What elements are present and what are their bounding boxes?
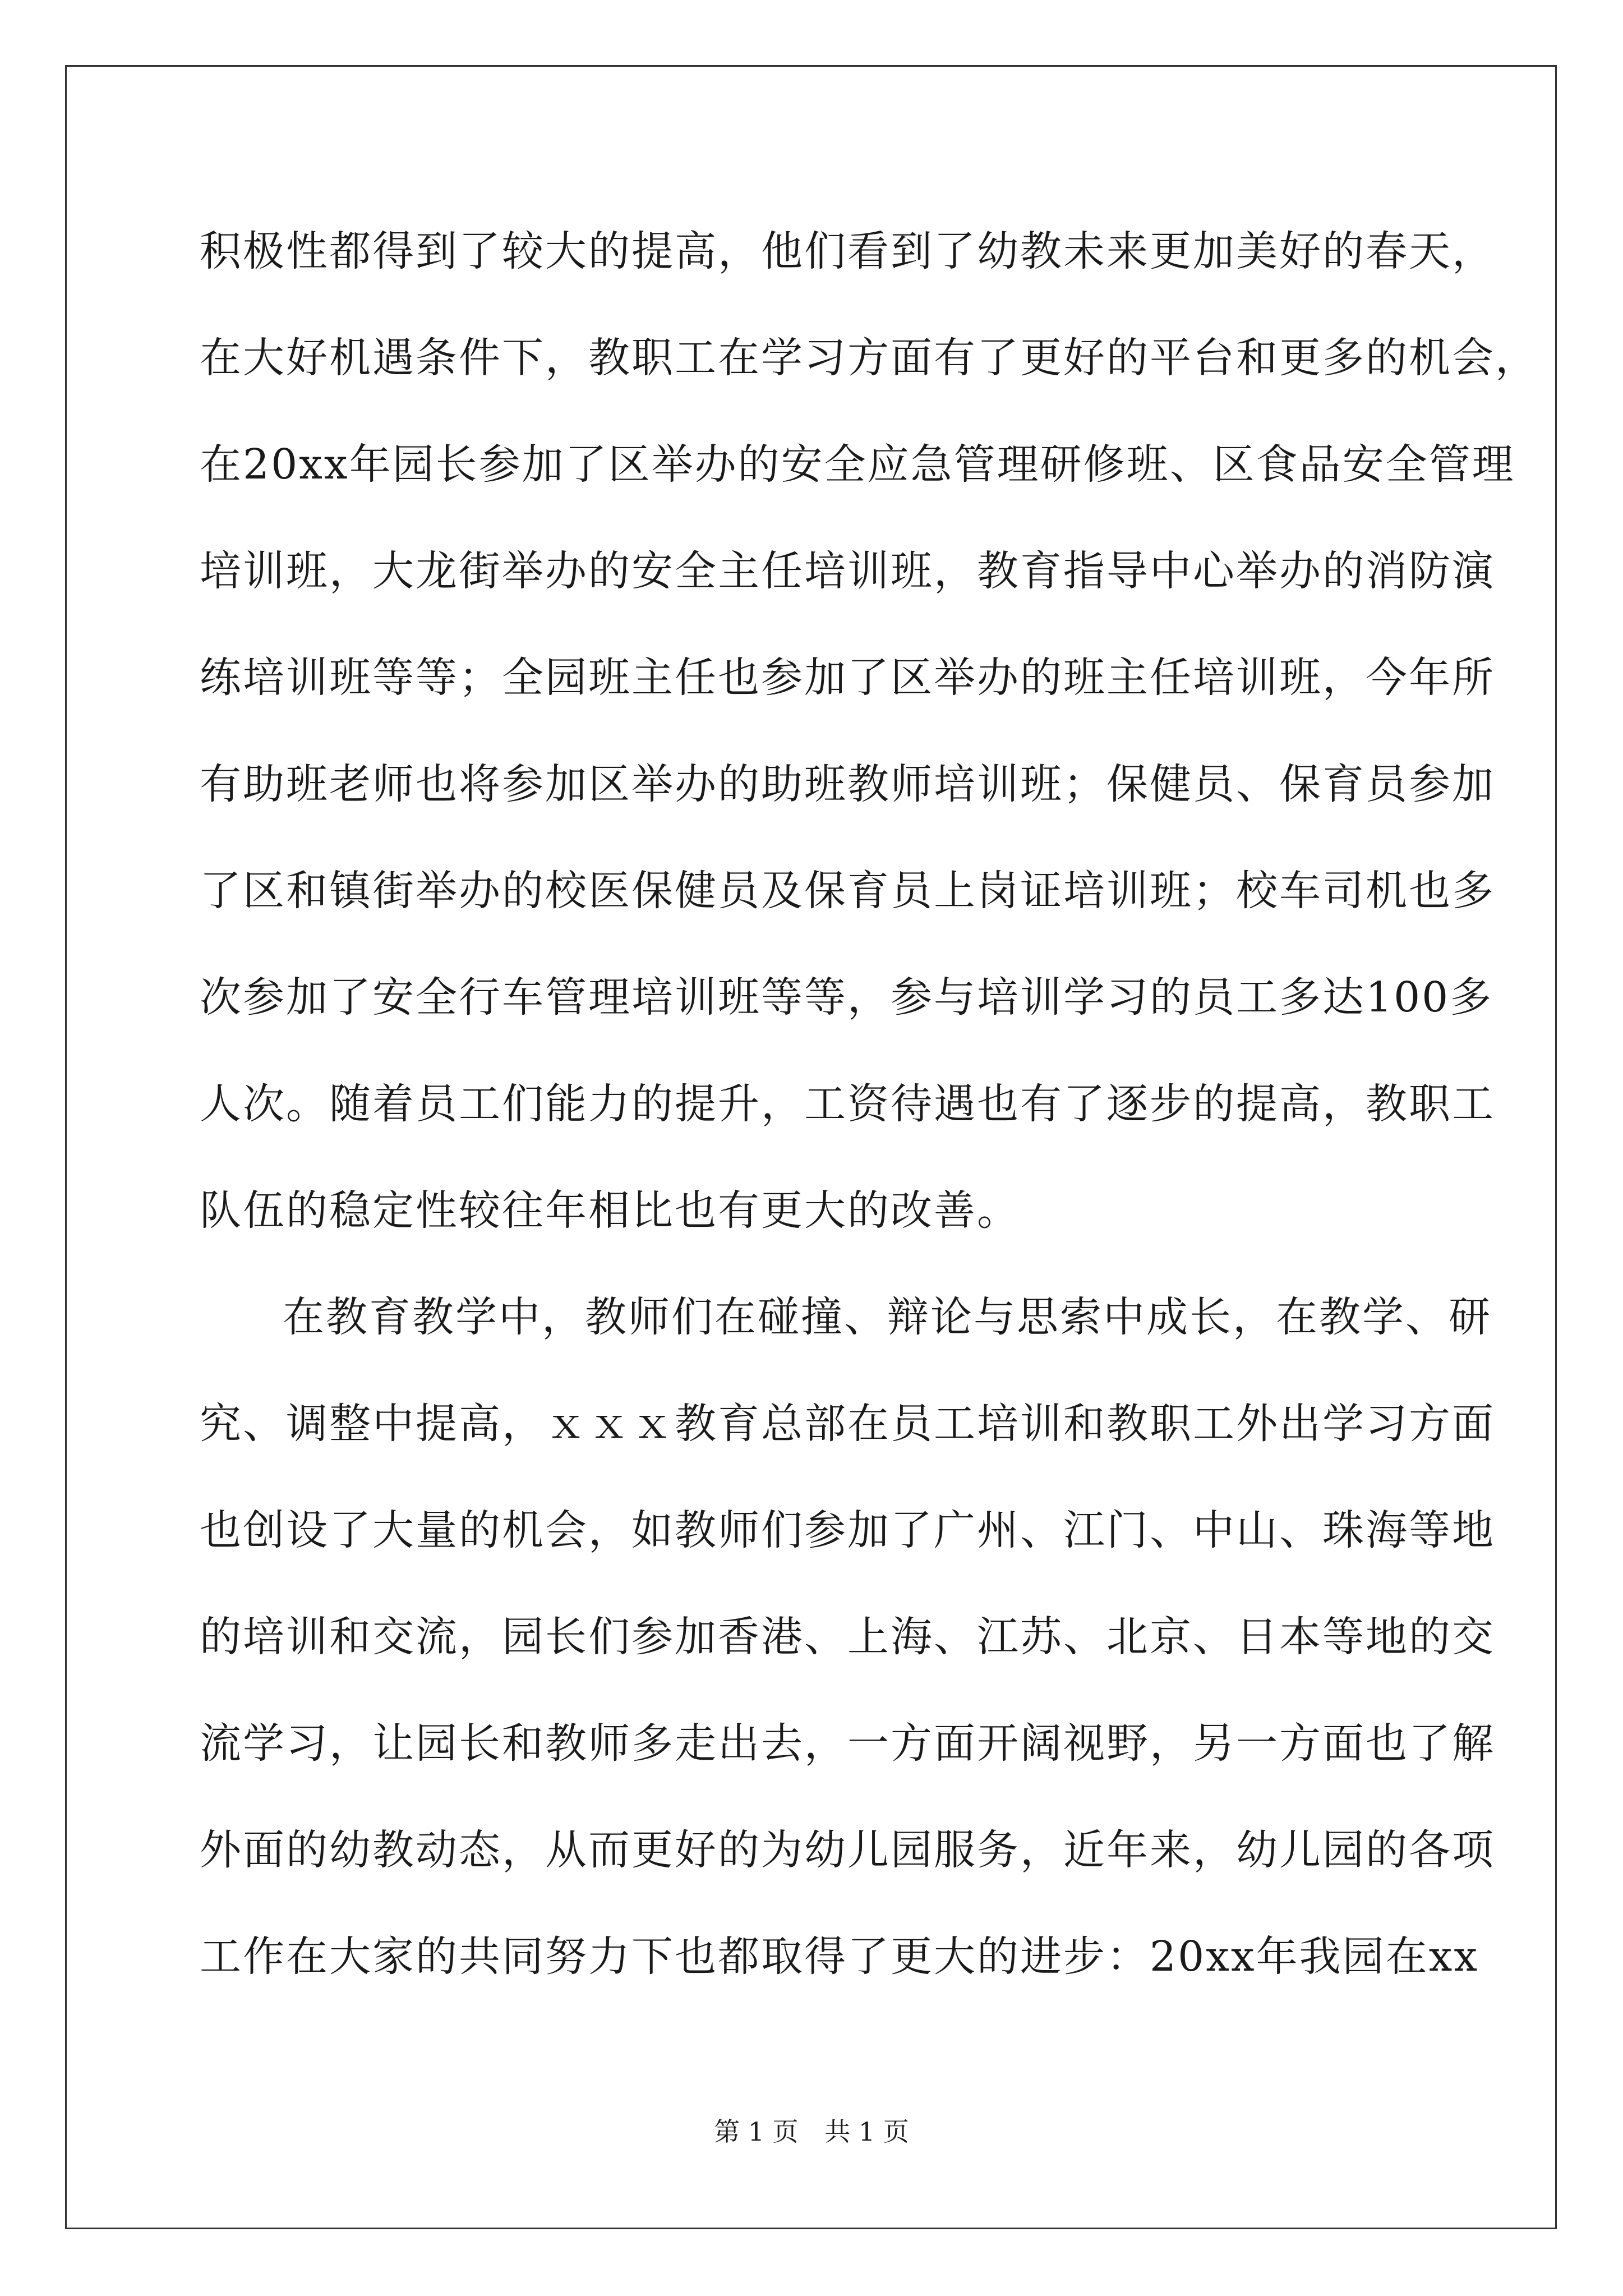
page-number: 第 1 页 bbox=[714, 2116, 799, 2147]
text-line-10: 队伍的稳定性较往年相比也有更大的改善。 bbox=[200, 1186, 1020, 1235]
text-line-7: 了 区 和 镇 街 举 办 的 校 医 保 健 员 及 保 育 员 上 岗 证 培 训 班 ； 校 车 司 机 也 多 bbox=[200, 867, 1495, 915]
text-line-16: 外 面 的 幼 教 动 态 ， 从 而 更 好 的 为 幼 儿 园 服 务 ， 近 年 来 ， 幼 儿 园 的 各 项 bbox=[200, 1826, 1495, 1874]
text-line-13: 也 创 设 了 大 量 的 机 会 ， 如 教 师 们 参 加 了 广 州 、 江 门 、 中 山 、 珠 海 等 地 bbox=[200, 1506, 1495, 1554]
document-body bbox=[200, 224, 1538, 2036]
text-line-11: 在 教 育 教 学 中 ， 教 师 们 在 碰 撞 、 辩 论 与 思 索 中 成 长 ， 在 教 学 、 研 bbox=[283, 1293, 1492, 1341]
text-line-4: 培 训 班 ， 大 龙 街 举 办 的 安 全 主 任 培 训 班 ， 教 育 指 导 中 心 举 办 的 消 防 演 bbox=[200, 547, 1495, 595]
text-line-15: 流 学 习 ， 让 园 长 和 教 师 多 走 出 去 ， 一 方 面 开 阔 视 野 ， 另 一 方 面 也 了 解 bbox=[200, 1719, 1495, 1768]
text-line-6: 有 助 班 老 师 也 将 参 加 区 举 办 的 助 班 教 师 培 训 班 ； 保 健 员 、 保 育 员 参 加 bbox=[200, 760, 1495, 808]
text-line-14: 的 培 训 和 交 流 ， 园 长 们 参 加 香 港 、 上 海 、 江 苏 、 北 京 、 日 本 等 地 的 交 bbox=[200, 1613, 1495, 1661]
text-line-2: 在 大 好 机 遇 条 件 下 ， 教 职 工 在 学 习 方 面 有 了 更 好 的 平 台 和 更 多 的 机 会 ， bbox=[200, 334, 1538, 382]
page-footer bbox=[0, 2115, 1623, 2148]
text-line-17: 工 作 在 大 家 的 共 同 努 力 下 也 都 取 得 了 更 大 的 进 步 ： 20xx 年 我 园 在 xx bbox=[200, 1932, 1479, 1981]
text-line-8: 次 参 加 了 安 全 行 车 管 理 培 训 班 等 等 ， 参 与 培 训 学 习 的 员 工 多 达 100 多 bbox=[200, 973, 1493, 1022]
page-total: 共 1 页 bbox=[824, 2116, 909, 2147]
text-line-3: 在 20xx 年 园 长 参 加 了 区 举 办 的 安 全 应 急 管 理 研 修 班 、 区 食 品 安 全 管 理 bbox=[200, 440, 1515, 489]
text-line-12: 究 、 调 整 中 提 高 ， ｘ ｘ ｘ 教 育 总 部 在 员 工 培 训 和 教 职 工 外 出 学 习 方 面 bbox=[200, 1400, 1495, 1448]
text-line-1: 积 极 性 都 得 到 了 较 大 的 提 高 ， 他 们 看 到 了 幼 教 未 来 更 加 美 好 的 春 天 ， bbox=[200, 227, 1495, 275]
text-line-9: 人 次 。 随 着 员 工 们 能 力 的 提 升 ， 工 资 待 遇 也 有 了 逐 步 的 提 高 ， 教 职 工 bbox=[200, 1080, 1495, 1128]
text-line-5: 练 培 训 班 等 等 ； 全 园 班 主 任 也 参 加 了 区 举 办 的 班 主 任 培 训 班 ， 今 年 所 bbox=[200, 654, 1495, 702]
